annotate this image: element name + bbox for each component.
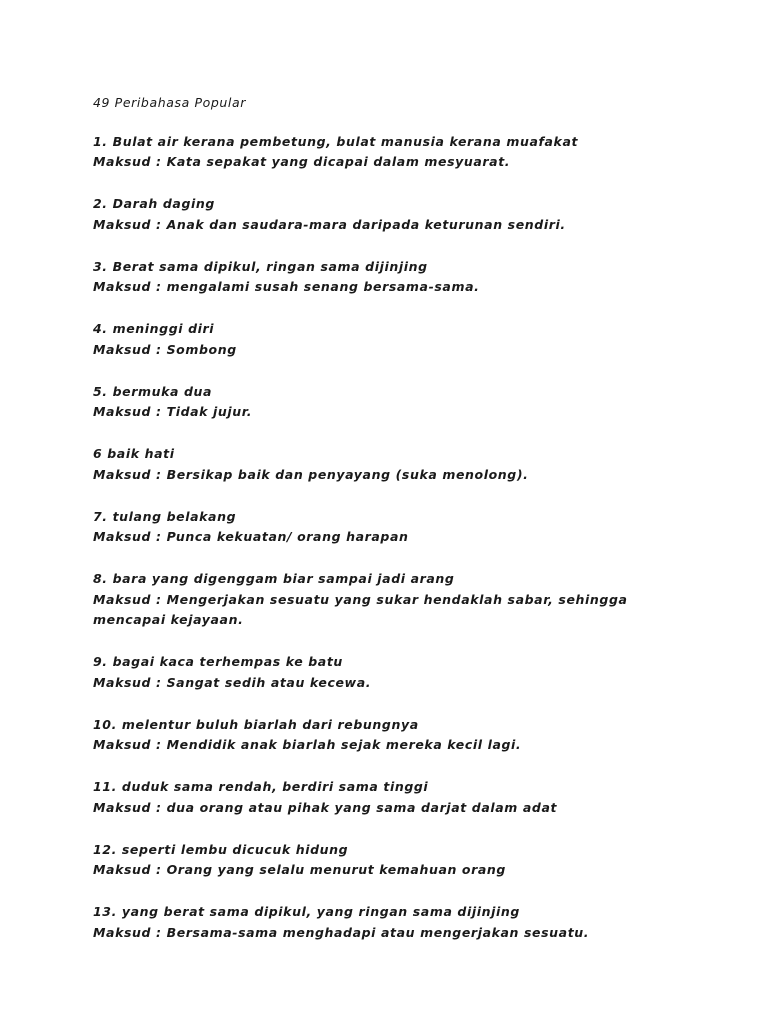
proverb-entry [93,194,693,235]
proverb-heading: 3. Berat sama dipikul, ringan sama dijinjing [93,258,428,274]
proverb-meaning: Maksud : Tidak jujur. [93,404,253,419]
proverb-heading: 12. seperti lembu dicucuk hidung [93,841,349,857]
proverb-heading: 6 baik hati [93,446,175,461]
proverb-meaning: Maksud : Kata sepakat yang dicapai dalam mesyuarat. [93,154,511,169]
proverb-heading: 7. tulang belakang [93,508,237,524]
proverb-meaning: Maksud : dua orang atau pihak yang sama darjat dalam adat [93,799,558,815]
proverb-heading: 11. duduk sama rendah, berdiri sama tinggi [93,779,429,794]
proverb-meaning: Maksud : Orang yang selalu menurut kemahuan orang [93,862,506,877]
proverb-entry [93,257,693,298]
proverb-entry [93,777,693,818]
proverb-meaning: Maksud : Sombong [93,341,237,357]
proverb-entry [93,652,693,693]
proverb-meaning: Maksud : Bersama-sama menghadapi atau mengerjakan sesuatu. [93,924,590,940]
proverb-meaning: Maksud : Bersikap baik dan penyayang (suka menolong). [93,466,529,482]
proverb-entry [93,715,693,756]
proverb-meaning: Maksud : Anak dan saudara-mara daripada keturunan sendiri. [93,216,566,232]
document-body [93,93,693,965]
proverb-heading: 5. bermuka dua [93,383,213,399]
proverb-meaning: Maksud : Sangat sedih atau kecewa. [93,674,372,690]
proverb-meaning: Maksud : Mendidik anak biarlah sejak mereka kecil lagi. [93,737,522,752]
proverb-entry [93,840,693,881]
proverb-heading: 8. bara yang digenggam biar sampai jadi arang [93,571,455,586]
document-title: 49 Peribahasa Popular [93,95,246,110]
proverb-entry [93,382,693,423]
proverb-entry [93,319,693,360]
proverb-heading: 4. meninggi diri [93,321,215,336]
proverb-heading: 1. Bulat air kerana pembetung, bulat manusia kerana muafakat [93,133,579,149]
proverb-meaning: Maksud : Punca kekuatan/ orang harapan [93,529,409,544]
proverb-entry [93,132,693,173]
proverb-heading: 13. yang berat sama dipikul, yang ringan sama dijinjing [93,904,520,919]
proverb-meaning: Maksud : mengalami susah senang bersama-sama. [93,279,480,294]
proverb-heading: 9. bagai kaca terhempas ke batu [93,654,343,669]
proverb-entry [93,444,693,485]
proverb-heading: 10. melentur buluh biarlah dari rebungnya [93,716,419,732]
proverb-meaning: Maksud : Mengerjakan sesuatu yang sukar hendaklah sabar, sehingga mencapai kejayaan. [93,591,633,627]
proverb-entry [93,507,693,548]
proverb-entry [93,902,693,943]
proverb-entry [93,569,693,631]
proverb-heading: 2. Darah daging [93,196,215,211]
